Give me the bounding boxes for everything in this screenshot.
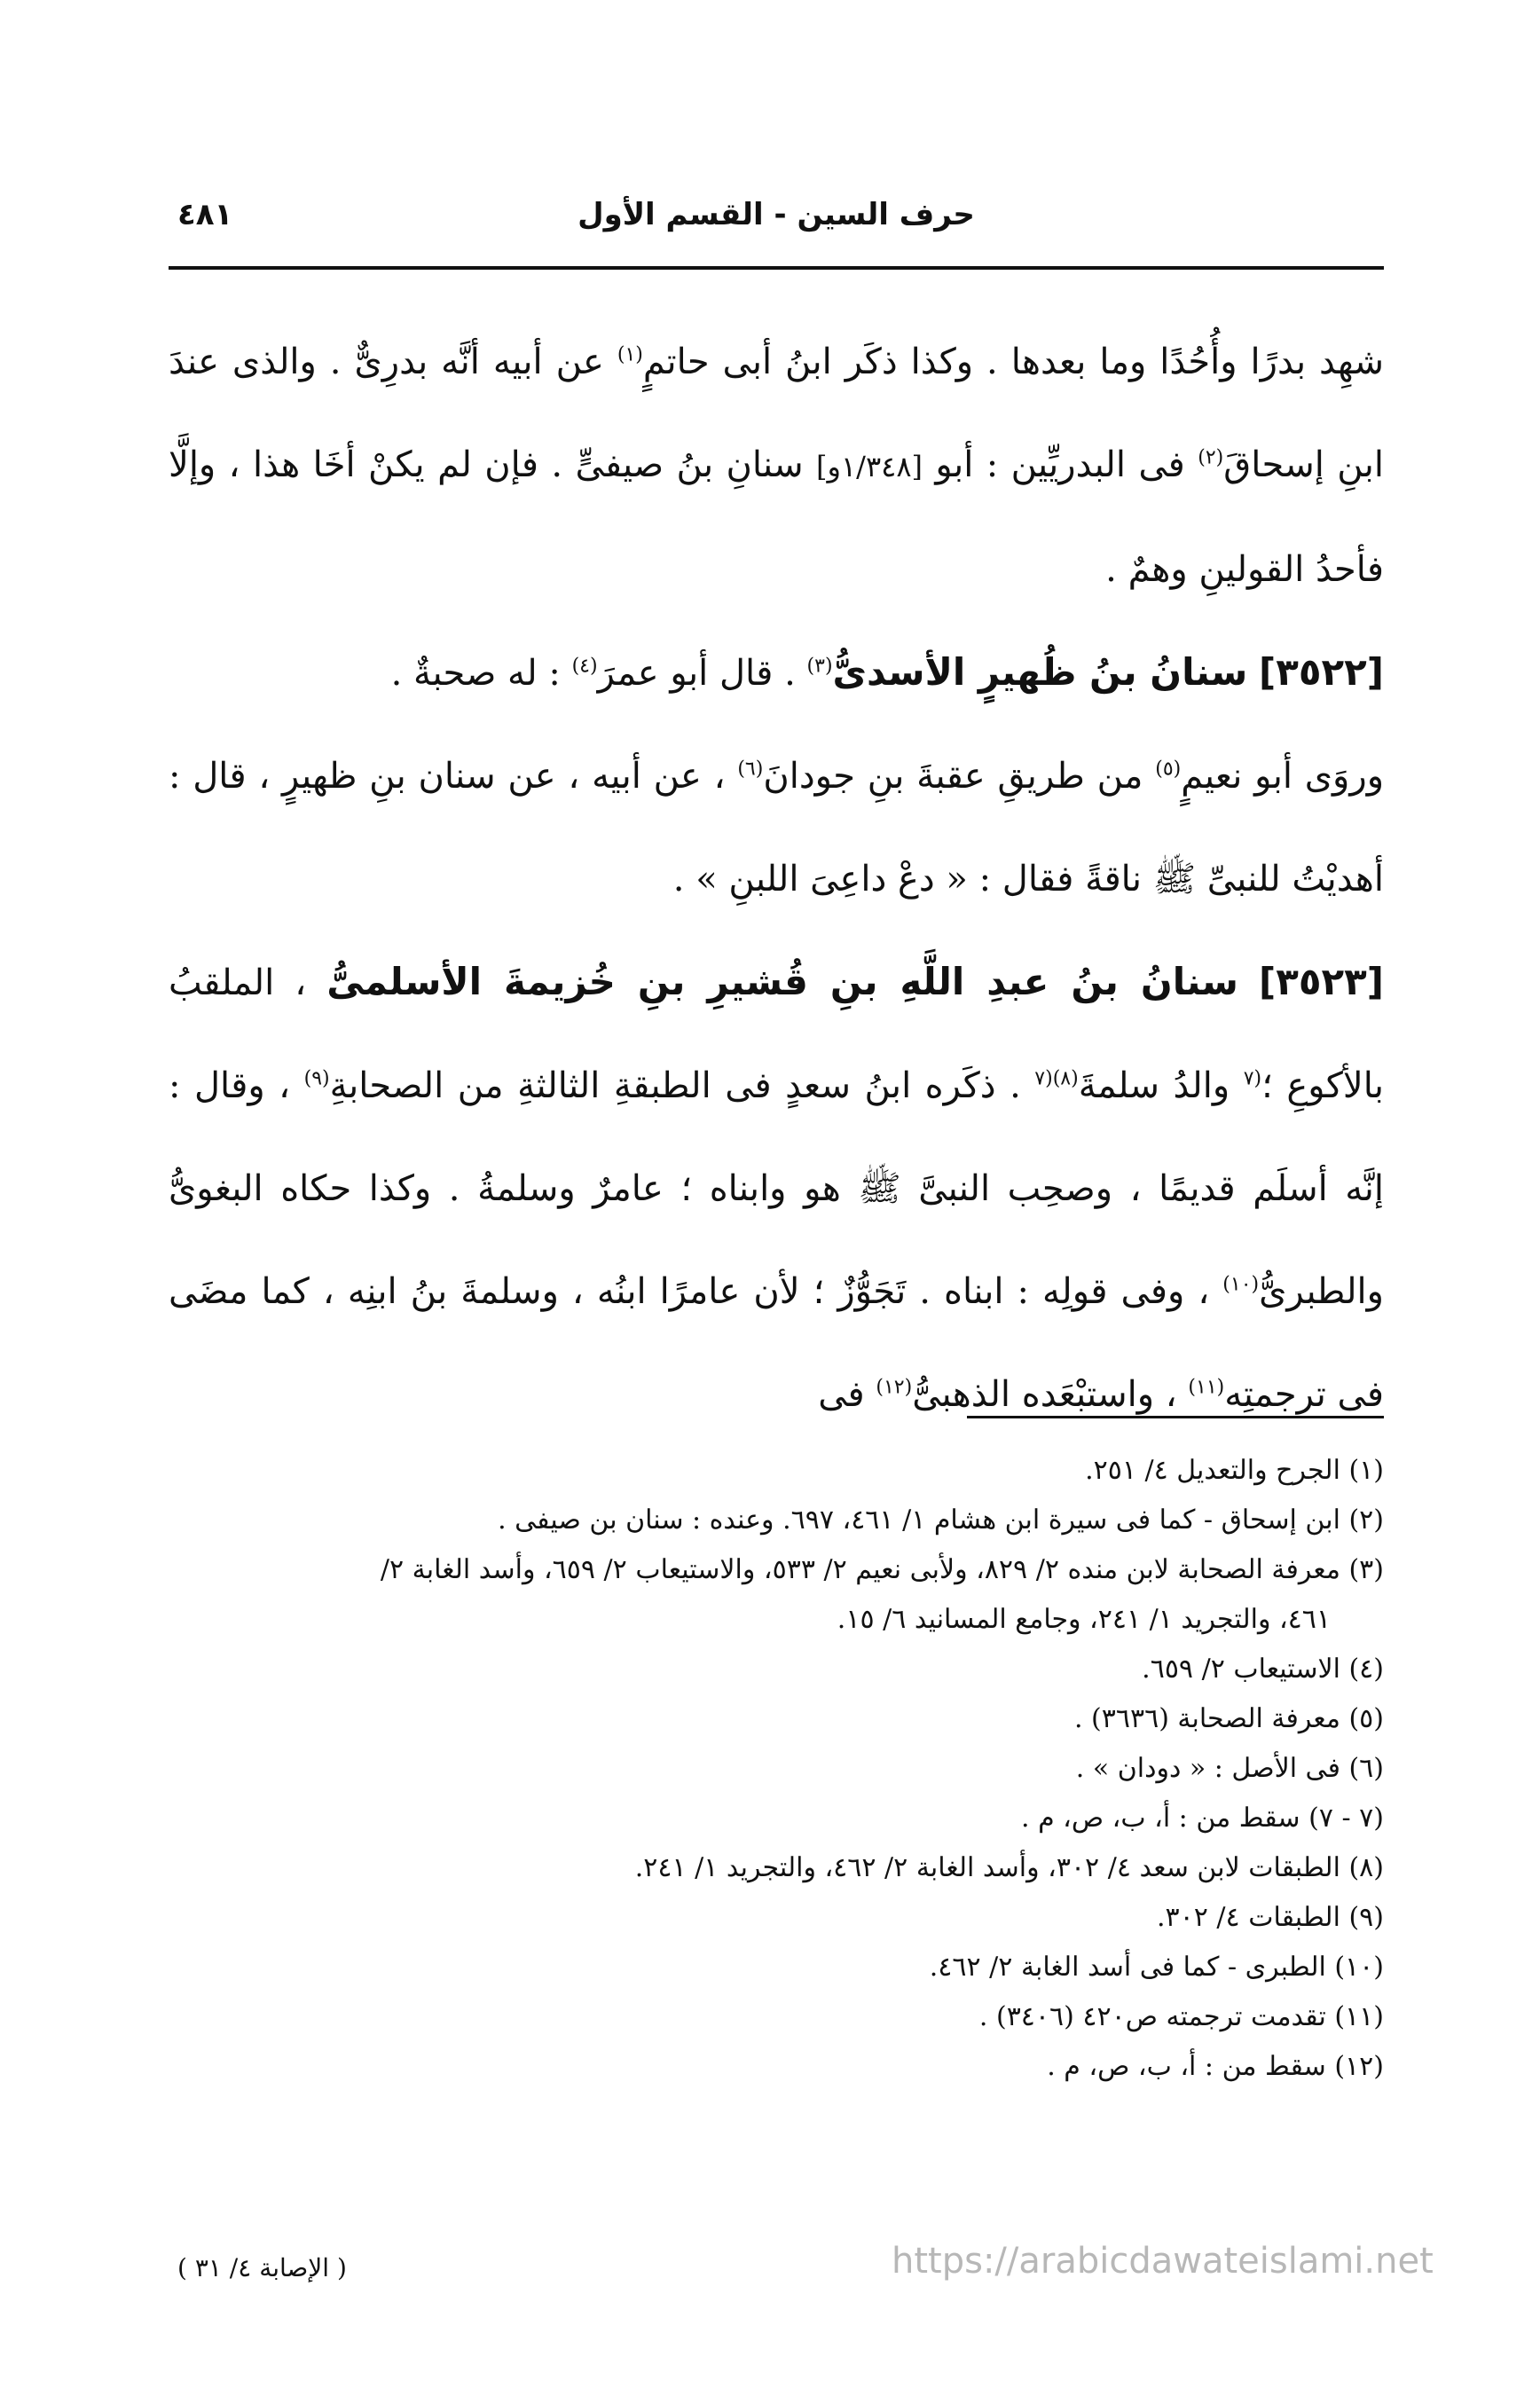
footnotes: [169, 1446, 1384, 2092]
text-run: وروَى أبو نعيمٍ: [1181, 756, 1385, 797]
footnote: (٥) معرفة الصحابة (٣٦٣٦) .: [1073, 1703, 1384, 1734]
text-run: ، وفى قولِه : ابناه . تَجَوُّزٌ ؛ لأن عامرًا ابنُه ، وسلمةَ بنُ ابنِه ، كما مضَى فى ترجمتِه: [169, 1271, 1384, 1415]
text-run: فى البدريِّين : أبو: [935, 444, 1185, 485]
paragraph-narration: [169, 725, 1384, 931]
footnote: (٢) ابن إسحاق - كما فى سيرة ابن هشام ١/ ٤٦١، ٦٩٧. وعنده : سنان بن صيفى .: [498, 1504, 1384, 1536]
main-text: [169, 310, 1384, 1446]
footnote-ref: (٣): [806, 655, 833, 678]
page-number: ٤٨١: [177, 197, 233, 232]
footnote: (٣) معرفة الصحابة لابن منده ٢/ ٨٢٩، ولأبى نعيم ٢/ ٥٣٣، والاستيعاب ٢/ ٦٥٩، وأسد الغابة ٢/: [380, 1554, 1384, 1585]
footnote-separator: [967, 1416, 1384, 1418]
text-run: شهِد بدرًا وأُحُدًا وما بعدها . وكذا ذكَر ابنُ أبى حاتمٍ: [642, 342, 1384, 382]
footnote: (١٢) سقط من : أ، ب، ص، م .: [1047, 2051, 1384, 2082]
footnote-ref: (١١): [1188, 1376, 1225, 1399]
footnote-ref: (٦): [737, 758, 764, 781]
text-run: من طريقِ عقبةَ بنِ جودانَ: [763, 756, 1143, 797]
footnote-ref: (٥): [1155, 758, 1182, 781]
footnote-ref: (٩): [303, 1067, 330, 1090]
text-run: ، الملقبُ بالأكوعِ ؛: [169, 962, 1385, 1106]
footnote: (٨) الطبقات لابن سعد ٤/ ٣٠٢، وأسد الغابة ٢/ ٤٦٢، والتجريد ١/ ٢٤١.: [634, 1852, 1384, 1883]
footnote: (٩) الطبقات ٤/ ٣٠٢.: [1157, 1902, 1384, 1933]
paragraph-intro: [169, 310, 1384, 621]
text-run: . قال أبو عمرَ: [597, 653, 796, 694]
entry-3522: [169, 621, 1384, 725]
entry-3523: [169, 931, 1384, 1446]
entry-name: سنانُ بنُ عبدِ اللَّهِ بنِ قُشيرِ بنِ خُزيمةَ الأسلمىُّ: [326, 960, 1238, 1003]
text-run: : له صحبةٌ .: [390, 653, 561, 694]
text-run: . ذكَره ابنُ سعدٍ فى الطبقةِ الثالثةِ من الصحابةِ: [329, 1065, 1021, 1106]
text-run: ، وقال : إنَّه أسلَم قديمًا ، وصحِب النبىَّ ﷺ هو وابناه ؛ عامرٌ وسلمةُ . وكذا حكاه البغوىُّ والطبرىُّ: [169, 1065, 1384, 1312]
footnote: (١١) تقدمت ترجمته ص٤٢٠ (٣٤٠٦) .: [978, 2001, 1384, 2032]
text-run: ، واستبْعَده الذهبىُّ: [912, 1374, 1177, 1415]
footnote: (٦) فى الأصل : « دودان » .: [1075, 1753, 1384, 1784]
footnote-ref: (١٢): [876, 1376, 913, 1399]
entry-number: [٣٥٢٢]: [1259, 650, 1384, 694]
footnote: (١٠) الطبرى - كما فى أسد الغابة ٢/ ٤٦٢.: [929, 1952, 1384, 1983]
signature-mark: ( الإصابة ٤/ ٣١ ): [177, 2253, 347, 2282]
footnote-ref: (٢): [1198, 446, 1224, 469]
text-run: ، عن أبيه ، عن سنان بنِ ظهيرٍ ، قال : أهديْتُ للنبىِّ ﷺ ناقةً فقال : « دعْ داعِىَ اللبنِ » .: [169, 756, 1384, 900]
text-run: فى: [818, 1374, 865, 1415]
footnote-ref: (٧: [1243, 1067, 1262, 1090]
footnote: (٧ - ٧) سقط من : أ، ب، ص، م .: [1021, 1803, 1384, 1834]
running-header: [169, 197, 1384, 250]
footnote-continuation: ٤٦١، والتجريد ١/ ٢٤١، وجامع المسانيد ٦/ ١٥.: [837, 1604, 1331, 1635]
footnote-ref: (٨)(٧: [1034, 1067, 1079, 1090]
footnote: (٤) الاستيعاب ٢/ ٦٥٩.: [1142, 1654, 1384, 1685]
footnote-ref: (١٠): [1222, 1273, 1260, 1296]
footnote-ref: (٤): [571, 655, 598, 678]
watermark: https://arabicdawateislami.net: [892, 2241, 1434, 2282]
header-rule: [169, 266, 1384, 270]
entry-name: سنانُ بنُ ظُهيرٍ الأسدىُّ: [832, 650, 1248, 694]
entry-number: [٣٥٢٣]: [1259, 960, 1384, 1003]
chapter-title: حرف السين - القسم الأول: [578, 197, 975, 232]
text-run: عن أبيه أنَّه بدرِىٌّ . والذى عندَ ابنِ إسحاقَ: [169, 342, 1385, 485]
footnote-ref: (١): [617, 343, 643, 366]
footnote: (١) الجرح والتعديل ٤/ ٢٥١.: [1085, 1455, 1384, 1486]
manuscript-page-ref: [١/٣٤٨و]: [816, 450, 923, 483]
text-run: والدُ سلمةَ: [1078, 1065, 1230, 1106]
text-run: سنانِ بنُ صيفىٍّ . فإن لم يكنْ أخَا هذا ، وإلَّا فأحدُ القولينِ وهمٌ .: [169, 444, 1384, 590]
